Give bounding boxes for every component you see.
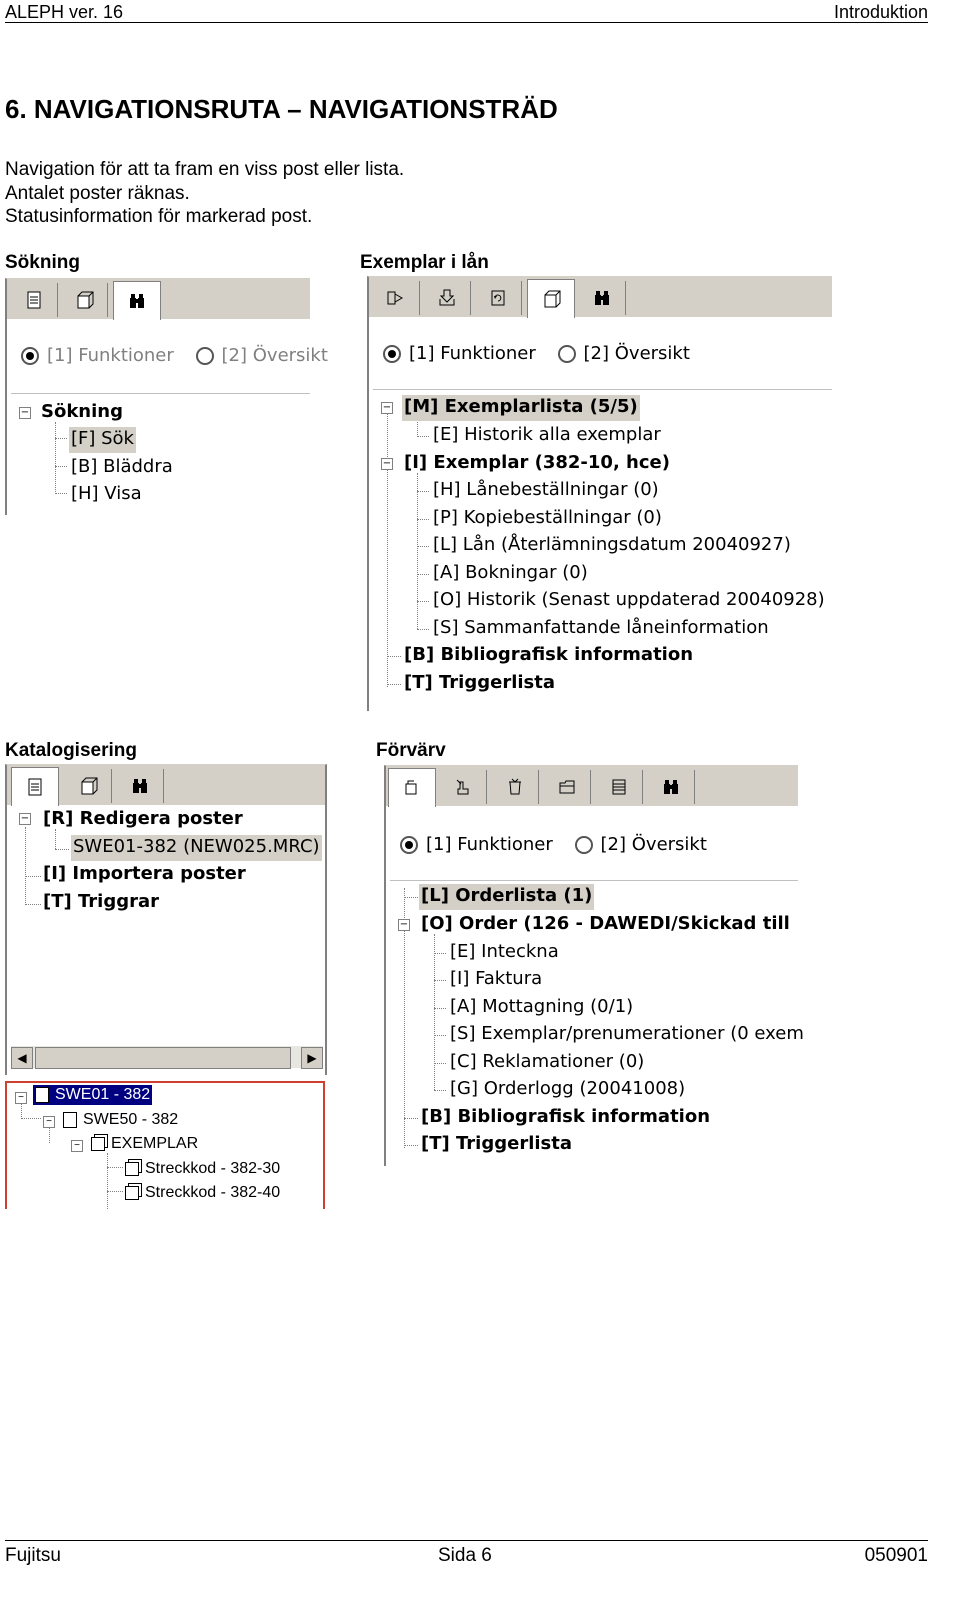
tree-node-sok[interactable]: [F] Sök (69, 427, 136, 453)
tree-node-mottagning[interactable]: [A] Mottagning (0/1) (450, 996, 634, 1017)
tree-line (25, 904, 41, 905)
scroll-thumb[interactable] (35, 1047, 291, 1069)
tree-line (49, 1127, 50, 1143)
collapse-icon[interactable]: − (20, 813, 30, 824)
box-icon (125, 1162, 139, 1176)
tree-node-bladdra[interactable]: [B] Bläddra (71, 456, 173, 477)
radio-label: [2] Översikt (221, 345, 328, 366)
radio-label: [1] Funktioner (47, 345, 174, 366)
forvarv-panel (384, 765, 804, 1166)
scroll-right-icon[interactable]: ▶ (301, 1047, 323, 1069)
footer-left: Fujitsu (5, 1545, 61, 1566)
tree-node-orderlogg[interactable]: [G] Orderlogg (20041008) (450, 1078, 686, 1099)
tree-line (55, 849, 69, 850)
tree-node-historik[interactable]: [O] Historik (Senast uppdaterad 20040928) (433, 589, 825, 610)
tree-line (55, 493, 67, 494)
footer-right: 050901 (864, 1545, 928, 1566)
tree-node-faktura[interactable]: [I] Faktura (450, 968, 543, 989)
tree-node-kopiebestallningar[interactable]: [P] Kopiebeställningar (0) (433, 507, 662, 528)
tree-line (404, 1145, 418, 1146)
sokning-panel (5, 278, 328, 515)
intro-line-3: Statusinformation för markerad post. (5, 206, 313, 227)
tree-node-orderlista[interactable]: [L] Orderlista (1) (419, 884, 594, 910)
tree-line (417, 519, 429, 520)
tree-line (434, 1008, 446, 1009)
subtree-node-label: Streckkod - 382-40 (145, 1184, 281, 1201)
tree-line (434, 953, 446, 954)
tree-node-reklamationer[interactable]: [C] Reklamationer (0) (450, 1051, 645, 1072)
box-icon (125, 1186, 139, 1200)
collapse-icon[interactable]: − (20, 407, 30, 418)
tree-line (21, 1118, 41, 1119)
tree-node-order[interactable]: [O] Order (126 - DAWEDI/Skickad till (421, 913, 790, 934)
record-icon (35, 1087, 49, 1103)
header-right: Introduktion (833, 2, 928, 22)
tree-line (434, 1090, 446, 1091)
tree-line (434, 1063, 446, 1064)
record-icon (63, 1112, 77, 1128)
collapse-icon[interactable]: − (382, 458, 392, 469)
tree-line (404, 897, 418, 898)
horizontal-scrollbar[interactable] (11, 1045, 323, 1068)
collapse-icon[interactable]: − (399, 919, 409, 930)
caption-exemplar: Exemplar i lån (360, 252, 489, 273)
page-title: 6. NAVIGATIONSRUTA – NAVIGATIONSTRÄD (5, 94, 558, 124)
collapse-icon[interactable]: − (71, 1140, 83, 1152)
tree-line (434, 980, 446, 981)
tree-line (387, 656, 401, 657)
collapse-icon[interactable]: − (382, 402, 392, 413)
radio-label: [2] Översikt (600, 834, 707, 855)
tree-line (55, 438, 67, 439)
tree-node-importera-poster[interactable]: [I] Importera poster (43, 863, 246, 884)
tree-line (387, 413, 388, 687)
intro-line-2: Antalet poster räknas. (5, 183, 190, 204)
tree-node-bibliografisk[interactable]: [B] Bibliografisk information (421, 1106, 711, 1127)
tree-node-lanebestallningar[interactable]: [H] Lånebeställningar (0) (433, 479, 659, 500)
subtree-node-streckkod-30[interactable] (125, 1159, 280, 1179)
tree-line (434, 1035, 446, 1036)
subtree-node-swe50[interactable] (63, 1110, 178, 1130)
tree-line (417, 629, 429, 630)
exemplar-panel (367, 276, 832, 711)
tree-node-redigera-poster[interactable]: [R] Redigera poster (43, 808, 243, 829)
tree-node-inteckna[interactable]: [E] Inteckna (450, 941, 559, 962)
caption-forvarv: Förvärv (376, 740, 446, 761)
tree-node-exemplar-prenumerationer[interactable]: [S] Exemplar/prenumerationer (0 exem (450, 1023, 804, 1044)
tree-line (55, 466, 67, 467)
tree-line (107, 1153, 108, 1209)
header-left: ALEPH ver. 16 (5, 2, 124, 22)
tree-line (417, 473, 418, 629)
tree-line (434, 934, 435, 1090)
tree-node-triggerlista[interactable]: [T] Triggerlista (421, 1133, 573, 1154)
collapse-icon[interactable]: − (15, 1092, 27, 1104)
footer-rule (5, 1540, 928, 1541)
tree-line (417, 436, 429, 437)
katalog-panel (5, 764, 327, 1075)
tree-node-historik-alla[interactable]: [E] Historik alla exemplar (433, 424, 661, 445)
katalog-subtree (7, 1083, 323, 1209)
tree-line (107, 1191, 123, 1192)
katalog-subtree-panel (5, 1081, 325, 1209)
radio-label: [1] Funktioner (426, 834, 553, 855)
tree-node-bokningar[interactable]: [A] Bokningar (0) (433, 562, 588, 583)
tree-line (25, 876, 41, 877)
katalog-tree (7, 765, 325, 1075)
subtree-node-label: Streckkod - 382-30 (145, 1160, 281, 1177)
tree-line (404, 1118, 418, 1119)
tree-node-swe01-record[interactable]: SWE01-382 (NEW025.MRC) (71, 835, 322, 861)
caption-sokning: Sökning (5, 252, 80, 273)
tree-line (107, 1167, 123, 1168)
forvarv-tree (386, 766, 804, 1166)
tree-node-triggerlista[interactable]: [T] Triggerlista (404, 672, 556, 693)
tree-node-sammanfattande[interactable]: [S] Sammanfattande låneinformation (433, 617, 769, 638)
tree-node-exemplarlista[interactable]: [M] Exemplarlista (5/5) (402, 395, 640, 421)
sokning-tree (7, 279, 310, 515)
tree-line (417, 601, 429, 602)
subtree-node-label: EXEMPLAR (111, 1135, 199, 1152)
scroll-left-icon[interactable]: ◀ (11, 1047, 33, 1069)
header-rule (5, 22, 928, 23)
tree-node-lan[interactable]: [L] Lån (Återlämningsdatum 20040927) (433, 534, 791, 555)
tree-line (55, 422, 56, 494)
subtree-node-label: SWE01 - 382 (55, 1086, 151, 1103)
tree-node-sokning[interactable]: Sökning (41, 401, 123, 422)
tree-line (21, 1103, 22, 1119)
subtree-node-swe01[interactable] (33, 1085, 152, 1105)
tree-node-exemplar[interactable]: [I] Exemplar (382-10, hce) (404, 452, 670, 473)
box-icon (91, 1137, 105, 1151)
tree-line (417, 574, 429, 575)
exemplar-tree (369, 277, 832, 711)
tree-line (25, 827, 26, 905)
subtree-node-exemplar[interactable] (91, 1134, 198, 1154)
tree-line (417, 546, 429, 547)
tree-node-triggrar[interactable]: [T] Triggrar (43, 891, 160, 912)
caption-katalogisering: Katalogisering (5, 740, 137, 761)
tree-line (387, 684, 401, 685)
tree-line (417, 491, 429, 492)
tree-node-bibliografisk[interactable]: [B] Bibliografisk information (404, 644, 694, 665)
subtree-node-label: SWE50 - 382 (83, 1111, 179, 1128)
tree-node-visa[interactable]: [H] Visa (71, 483, 142, 504)
intro-line-1: Navigation för att ta fram en viss post eller lista. (5, 159, 405, 180)
collapse-icon[interactable]: − (43, 1116, 55, 1128)
radio-label: [2] Översikt (583, 343, 690, 364)
subtree-node-streckkod-40[interactable] (125, 1183, 280, 1203)
footer-center: Sida 6 (438, 1545, 492, 1566)
radio-label: [1] Funktioner (409, 343, 536, 364)
